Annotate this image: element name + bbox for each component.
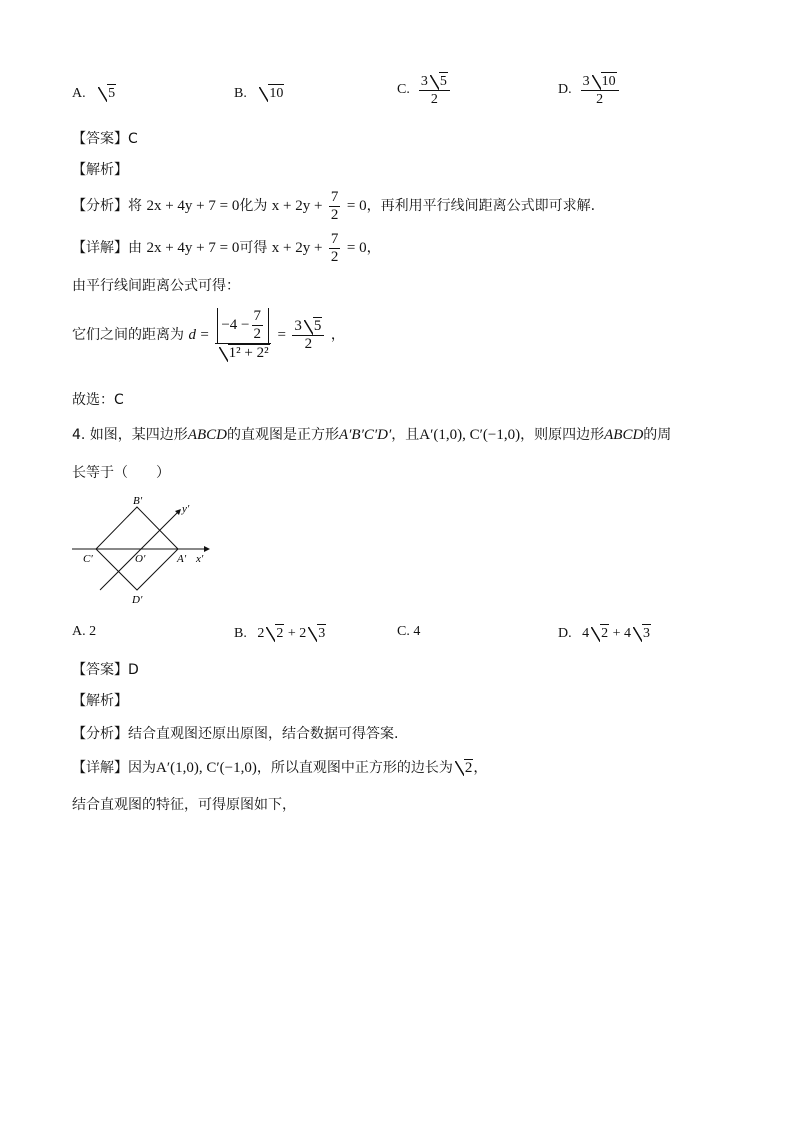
q4-fenxi: 【分析】结合直观图还原出原图，结合数据可得答案. [72, 726, 399, 742]
q3-formula-line: 由平行线间距离公式可得： [72, 278, 240, 294]
q4-option-b: B. 2 2 + 2 3 [234, 626, 326, 641]
label-o: O′ [135, 553, 146, 565]
label-c: C′ [83, 553, 93, 565]
q3-select: 故选：C [72, 392, 124, 408]
q4-xiangjie: 【详解】因为A′(1,0), C′(−1,0)，所以直观图中正方形的边长为 2， [72, 760, 488, 776]
label-x: x′ [196, 553, 204, 565]
q3-option-a: A. 5 [72, 86, 116, 101]
q4-analysis-heading: 【解析】 [72, 693, 128, 709]
q3-analysis-heading: 【解析】 [72, 162, 128, 178]
q3-option-b: B. 10 [234, 86, 284, 101]
q3-answer: 【答案】C [72, 131, 138, 147]
q4-figure [70, 492, 220, 607]
q3-distance: 它们之间的距离为 d = −4 − $\frac{7}{2}$ 1² + 2² = $\frac{3 5}{2}$ ， [72, 308, 345, 361]
q3-option-c: C. $\frac{3 5}{2}$ [397, 72, 452, 108]
q3-fenxi: 【分析】将 2x + 4y + 7 = 0化为 x + 2y + $\frac{7}{2}$ = 0，再利用平行线间距离公式即可求解. [72, 188, 596, 223]
label-b: B′ [133, 495, 143, 507]
y-axis [100, 512, 178, 590]
q4-stem-line2: 长等于（ ） [72, 465, 170, 481]
q3-xiangjie: 【详解】由 2x + 4y + 7 = 0可得 x + 2y + $\frac{7}{2}$ = 0， [72, 230, 381, 265]
q4-answer: 【答案】D [72, 662, 139, 678]
q4-stem-line1: 4. 如图，某四边形ABCD的直观图是正方形A′B′C′D′，且A′(1,0), C′(−1,0)，则原四边形ABCD的周 [72, 427, 672, 443]
q4-last-line: 结合直观图的特征，可得原图如下， [72, 797, 296, 813]
q3-option-d: D. $\frac{3 10}{2}$ [558, 72, 621, 108]
label-a: A′ [177, 553, 187, 565]
q4-option-c: C. 4 [397, 624, 421, 639]
q4-option-a: A. 2 [72, 624, 97, 639]
label-d: D′ [132, 594, 143, 606]
x-axis-arrow [204, 546, 210, 552]
q4-option-d: D. 4 2 + 4 3 [558, 626, 651, 641]
label-y: y′ [182, 503, 190, 515]
